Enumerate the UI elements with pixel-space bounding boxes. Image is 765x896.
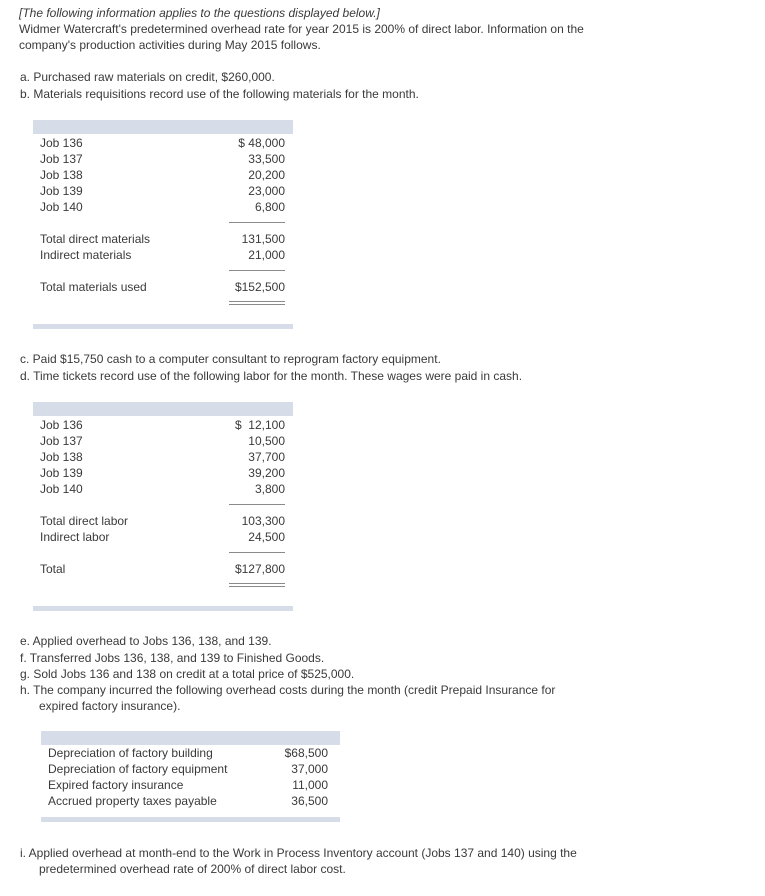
row-value: 103,300 — [241, 514, 285, 528]
labor-table — [33, 402, 293, 612]
overhead-row-property-taxes — [41, 793, 340, 809]
row-label: Job 137 — [40, 152, 83, 166]
row-label: Indirect materials — [40, 248, 132, 262]
materials-table — [33, 120, 293, 330]
labor-table-footer — [33, 606, 293, 611]
bracket-note: [The following information applies to the questions displayed below.] — [19, 6, 380, 20]
labor-row-job-136 — [33, 417, 293, 433]
materials-table-header — [33, 120, 293, 134]
item-b: b. Materials requisitions record use of the following materials for the month. — [20, 87, 419, 101]
item-h-line2: expired factory insurance). — [39, 699, 181, 713]
double-rule-top — [229, 301, 285, 302]
overhead-row-depreciation-equipment — [41, 761, 340, 777]
row-value: 11,000 — [292, 778, 328, 792]
row-value: 23,000 — [248, 184, 285, 198]
labor-row-job-139 — [33, 465, 293, 481]
item-h-line1: h. The company incurred the following overhead costs during the month (credit Prepaid Insurance for — [20, 683, 556, 697]
row-label: Depreciation of factory building — [48, 746, 213, 760]
row-value: $127,800 — [234, 562, 285, 576]
subtotal-rule — [229, 222, 285, 223]
row-label: Total materials used — [40, 280, 147, 294]
intro-text-line1: Widmer Watercraft's predetermined overhead rate for year 2015 is 200% of direct labor. Information on the — [19, 22, 584, 36]
row-value: $68,500 — [284, 746, 328, 760]
subtotal-rule — [229, 504, 285, 505]
total-rule — [229, 270, 285, 271]
row-value: 37,000 — [291, 762, 328, 776]
row-label: Job 139 — [40, 466, 83, 480]
item-e: e. Applied overhead to Jobs 136, 138, and 139. — [20, 634, 272, 648]
labor-table-header — [33, 402, 293, 416]
labor-row-job-138 — [33, 449, 293, 465]
row-label: Accrued property taxes payable — [48, 794, 217, 808]
materials-table-footer — [33, 324, 293, 329]
item-i-line1: i. Applied overhead at month-end to the Work in Process Inventory account (Jobs 137 and 140) using the — [20, 846, 577, 860]
labor-row-job-137 — [33, 433, 293, 449]
row-label: Total — [40, 562, 66, 576]
row-value: 10,500 — [248, 434, 285, 448]
row-label: Job 140 — [40, 482, 83, 496]
row-value: $ 12,100 — [234, 418, 285, 432]
materials-row-job-137 — [33, 151, 293, 167]
materials-row-job-139 — [33, 183, 293, 199]
row-value: 39,200 — [248, 466, 285, 480]
item-f: f. Transferred Jobs 136, 138, and 139 to Finished Goods. — [20, 651, 325, 665]
row-value: 131,500 — [241, 232, 285, 246]
item-a: a. Purchased raw materials on credit, $260,000. — [20, 70, 275, 84]
materials-row-job-138 — [33, 167, 293, 183]
row-label: Job 138 — [40, 450, 83, 464]
row-value: 3,800 — [254, 482, 285, 496]
total-rule — [229, 552, 285, 553]
overhead-table-footer — [41, 817, 340, 822]
row-value: 33,500 — [248, 152, 285, 166]
labor-row-total-direct — [33, 513, 293, 529]
row-label: Total direct labor — [40, 514, 129, 528]
materials-row-indirect — [33, 247, 293, 263]
row-value: 37,700 — [248, 450, 285, 464]
row-label: Job 137 — [40, 434, 83, 448]
item-i-line2: predetermined overhead rate of 200% of direct labor cost. — [39, 862, 346, 876]
row-label: Expired factory insurance — [48, 778, 184, 792]
row-value: 20,200 — [248, 168, 285, 182]
row-label: Indirect labor — [40, 530, 110, 544]
row-label: Depreciation of factory equipment — [48, 762, 228, 776]
row-value: 36,500 — [291, 794, 328, 808]
item-c: c. Paid $15,750 cash to a computer consultant to reprogram factory equipment. — [20, 352, 441, 366]
row-label: Job 136 — [40, 136, 83, 150]
materials-row-job-136 — [33, 135, 293, 151]
row-label: Total direct materials — [40, 232, 151, 246]
materials-row-job-140 — [33, 199, 293, 215]
row-label: Job 136 — [40, 418, 83, 432]
labor-row-total — [33, 561, 293, 577]
row-value: $ 48,000 — [238, 136, 285, 150]
item-d: d. Time tickets record use of the following labor for the month. These wages were paid in cash. — [20, 369, 523, 383]
double-rule-top — [229, 583, 285, 584]
materials-row-total-used — [33, 279, 293, 295]
row-value: 6,800 — [254, 200, 285, 214]
overhead-table-header — [41, 731, 340, 745]
overhead-row-depreciation-building — [41, 745, 340, 761]
overhead-table — [41, 731, 340, 823]
item-g: g. Sold Jobs 136 and 138 on credit at a total price of $525,000. — [20, 667, 355, 681]
materials-row-total-direct — [33, 231, 293, 247]
intro-text-line2: company's production activities during May 2015 follows. — [19, 38, 321, 52]
row-label: Job 139 — [40, 184, 83, 198]
overhead-row-expired-insurance — [41, 777, 340, 793]
double-rule-bottom — [229, 304, 285, 305]
row-label: Job 138 — [40, 168, 83, 182]
double-rule-bottom — [229, 586, 285, 587]
labor-row-job-140 — [33, 481, 293, 497]
row-value: $152,500 — [234, 280, 285, 294]
row-value: 21,000 — [248, 248, 285, 262]
row-value: 24,500 — [248, 530, 285, 544]
row-label: Job 140 — [40, 200, 83, 214]
labor-row-indirect — [33, 529, 293, 545]
